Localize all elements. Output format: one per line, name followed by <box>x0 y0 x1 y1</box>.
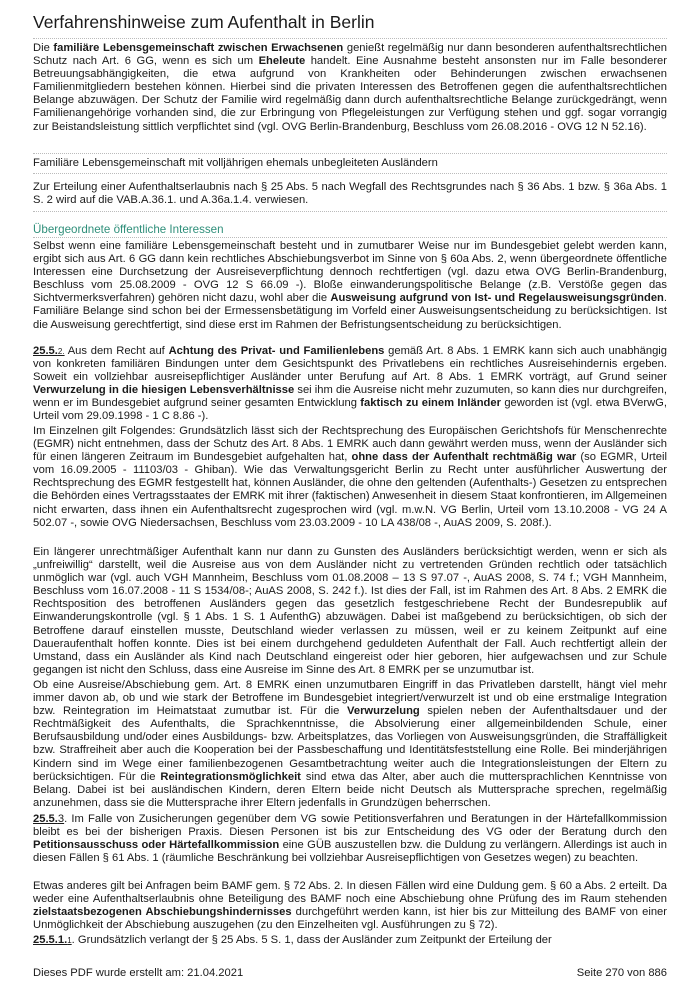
divider <box>33 38 667 39</box>
paragraph-unrechtmaessiger-aufenthalt: Ein längerer unrechtmäßiger Aufenthalt kann nur dann zu Gunsten des Ausländers berücksichtigt werden, wenn er sich als „unfreiwillig“ darstellt, weil die Ausreise aus von dem Ausländer nicht zu vertretenden Gründen rechtlich oder tatsächlich unmöglich war (vgl. auch VGH Mannheim, Beschluss vom 01.08.2008 – 13 S 97.07 -, AuAS 2008, S. 74 f.; VGH Mannheim, Beschluss vom 16.07.2008 - 11 S 1534/08-; AuAS 2008, S. 242 f.). Ist dies der Fall, ist im Rahmen des Art. 8 Abs. 2 EMRK die Rechtsposition des betroffenen Ausländers gegen das gesetzlich festgeschriebene Recht der Bundesrepublik auf Einwanderungskontrolle (vgl. § 1 Abs. 1 S. 1 AufenthG) abzuwägen. Dabei ist maßgebend zu berücksichtigen, ob sich der Betroffene darauf einstellen musste, Deutschland wieder verlassen zu müssen, weil er zu keinem Zeitpunkt auf eine Daueraufenthalt hoffen konnte. Dies ist bei einem durchgehend geduldeten Aufenthalt der Fall. Auch rechtfertigt allein der Umstand, dass ein Ausländer als Kind nach Deutschland eingereist oder hier geboren, hier aufgewachsen und zur Schule gegangen ist nicht den Schluss, dass eine Ausreise im Sinne des Art. 8 EMRK per se unzumutbar ist. <box>33 546 667 676</box>
section-marker: 1 <box>67 936 72 945</box>
paragraph-25-5-2: 25.5.2. Aus dem Recht auf Achtung des Privat- und Familienlebens gemäß Art. 8 Abs. 1 EMRK kann sich auch unabhängig von konkreten familiären Bindungen unter dem Gesichtspunkt des Privatlebens ein rechtliches Ausreisehindernis ergeben. Soweit ein vollziehbar ausreisepflichtiger Ausländer unter Berufung auf Art. 8 Abs. 1 EMRK vorträgt, auf Grund seiner Verwurzelung in die hiesigen Lebensverhältnisse sei ihm die Ausreise nicht mehr zuzumuten, so kann dies nur durchgreifen, wenn er im Bundesgebiet aufgrund seiner gesamten Entwicklung faktisch zu einem Inländer geworden ist (vgl. etwa BVerwG, Urteil vom 29.09.1998 - 1 C 8.86 -). <box>33 345 668 423</box>
section-number: 25.5. <box>33 813 58 825</box>
divider <box>33 211 667 212</box>
paragraph-25-5-1: 25.5.1.1. Grundsätzlich verlangt der § 25 Abs. 5 S. 1, dass der Ausländer zum Zeitpunkt der Erteilung der <box>33 934 552 946</box>
section-marker: 2. <box>57 347 65 356</box>
paragraph-einzelnen: Im Einzelnen gilt Folgendes: Grundsätzlich lässt sich der Rechtsprechung des Europäischen Gerichtshofs für Menschenrechte (EGMR) nicht entnehmen, dass der Schutz des Art. 8 Abs. 1 EMRK auch dann gewährt werden muss, wenn der Ausländer sich für einen längeren Zeitraum im Bundesgebiet aufgehalten hat, ohne dass der Aufenthalt rechtmäßig war (so EGMR, Urteil vom 16.09.2005 - 11103/03 - Ghiban). Wie das Verwaltungsgericht Berlin zu Recht unter ausführlicher Auswertung der Rechtsprechung des EGMR festgestellt hat, können Ausländer, die ohne den geltenden (Aufenthalts-) Gesetzen zu entsprechen die Behörden eines Vertragsstaates der EMRK mit ihrer (faktischen) Anwesenheit in diesem Staat konfrontieren, im Allgemeinen nicht erwarten, dass ihnen ein Aufenthaltsrecht zugesprochen wird (vgl. m.w.N. VG Berlin, Urteil vom 13.10.2008 - VG 24 A 502.07 -, sowie OVG Niedersachsen, Beschluss vom 23.03.2009 - 10 LA 438/08 -, AuAS 2009, S. 208f.). <box>33 425 667 529</box>
divider <box>33 237 667 238</box>
page-footer <box>33 967 667 979</box>
subheading-oeffentliche-interessen: Übergeordnete öffentliche Interessen <box>33 223 224 236</box>
divider <box>33 173 667 174</box>
paragraph-familiaere-lebensgemeinschaft: Die familiäre Lebensgemeinschaft zwischen Erwachsenen genießt regelmäßig nur dann besonderen aufenthaltsrechtlichen Schutz nach Art. 6 GG, wenn es sich um Eheleute handelt. Eine Ausnahme besteht ansonsten nur im Falle besonderer Betreuungsabhängigkeiten, die etwa aufgrund von Krankheiten oder Behinderungen zwischen erwachsenen Familienmitgliedern bestehen können. Hierbei sind die privaten Interessen des Betroffenen gegen die aufenthaltsrechtlichen Belange abzuwägen. Der Schutz der Familie wird regelmäßig dann durch aufenthaltsrechtliche Belange zurückgedrängt, wenn Familienangehörige vorhanden sind, die zur Erbringung von Pflegeleistungen zur Verfügung stehen und ggf. sogar vorrangig zur Beistandsleistung sittlich verpflichtet sind (vgl. OVG Berlin-Brandenburg, Beschluss vom 26.08.2016 - OVG 12 N 52.16). <box>33 42 667 133</box>
paragraph-verweis: Zur Erteilung einer Aufenthaltserlaubnis nach § 25 Abs. 5 nach Wegfall des Rechtsgrundes nach § 36 Abs. 1 bzw. § 36a Abs. 1 S. 2 wird auf die VAB.A.36.1. und A.36a.1.4. verwiesen. <box>33 181 667 207</box>
footer-page-number: Seite 270 von 886 <box>576 967 667 979</box>
divider <box>33 153 667 154</box>
section-number-suffix: 3 <box>57 813 65 825</box>
section-heading-volljaehrige: Familiäre Lebensgemeinschaft mit volljährigen ehemals unbegleiteten Ausländern <box>33 157 438 169</box>
paragraph-oeffentliche-interessen: Selbst wenn eine familiäre Lebensgemeinschaft besteht und in zumutbarer Weise nur im Bundesgebiet gelebt werden kann, ergibt sich aus Art. 6 GG dann kein rechtliches Abschiebungsverbot im Sinne von § 60a Abs. 2, wenn übergeordnete öffentliche Interessen eine Durchsetzung der Ausreiseverpflichtung dennoch rechtfertigen (vgl. dazu etwa OVG Berlin-Brandenburg, Beschluss vom 25.08.2009 - OVG 12 S 66.09 -). Bloße einwanderungspolitische Belange (z.B. Verstöße gegen das Sichtvermerksverfahren) gehören nicht dazu, wohl aber die Ausweisung aufgrund von Ist- und Regelausweisungsgründen. Familiäre Belange sind schon bei der Ermessensbetätigung im Vorfeld einer Ausweisungsentscheidung zu berücksichtigen. Ist die Ausweisung gerechtfertigt, sind diese erst im Rahmen der Befristungsentscheidung zu berücksichtigen. <box>33 240 667 331</box>
paragraph-bamf-anfragen: Etwas anderes gilt bei Anfragen beim BAMF gem. § 72 Abs. 2. In diesen Fällen wird eine Duldung gem. § 60 a Abs. 2 erteilt. Da weder eine Aufenthaltserlaubnis ohne Beteiligung des BAMF noch eine Abschiebung ohne Prüfung des im Raum stehenden zielstaatsbezogenen Abschiebungshindernisses durchgeführt werden kann, ist hier bis zur Mitteilung des BAMF von einer Unmöglichkeit der Abschiebung auszugehen (zu den Einzelheiten vgl. Ausführungen zu § 72). <box>33 880 667 932</box>
paragraph-verwurzelung: Ob eine Ausreise/Abschiebung gem. Art. 8 EMRK einen unzumutbaren Eingriff in das Privatleben darstellt, hängt viel mehr immer davon ab, ob und wie stark der Betroffene im Bundesgebiet integriert/verwurzelt ist und ob eine erstmalige Integration bzw. Reintegration im Heimatstaat zumutbar ist. Für die Verwurzelung spielen neben der Aufenthaltsdauer und der Rechtmäßigkeit des Aufenthalts, die Sprachkenntnisse, die Absolvierung einer allgemeinbildenden Schule, einer Berufsausbildung und/oder eines Ausbildungs- bzw. Arbeitsplatzes, das Vorliegen von Ausweisungsgründen, die Straffälligkeit bzw. Straffreiheit aber auch die Kooperation bei der Passbeschaffung und Identitätsfeststellung eine Rolle. Bei minderjährigen Kindern sind im Wege einer familienbezogenen Gesamtbetrachtung weiter auch die Integrationsleistungen der Eltern zu berücksichtigen. Für die Reintegrationsmöglichkeit sind etwa das Alter, aber auch die muttersprachlichen Kenntnisse von Belang. Dabei ist bei ausländischen Kindern, deren Eltern beide nicht Deutsch als Muttersprache sprechen, regelmäßig anzunehmen, dass sie die Muttersprache ihrer Eltern jedenfalls in Grundzügen beherrschen. <box>33 679 667 809</box>
section-number: 25.5. <box>33 345 58 357</box>
page-title: Verfahrenshinweise zum Aufenthalt in Berlin <box>33 12 375 32</box>
footer-created-date: Dieses PDF wurde erstellt am: 21.04.2021 <box>33 967 244 979</box>
paragraph-25-5-3: 25.5.3. Im Falle von Zusicherungen gegenüber dem VG sowie Petitionsverfahren und Beratungen in der Härtefallkommission bleibt es bei der bisherigen Praxis. Diesen Personen ist bis zur Entscheidung des VG oder der Beratung durch den Petitionsausschuss oder Härtefallkommission eine GÜB auszustellen bzw. die Duldung zu verlängern. Allerdings ist auch in diesen Fällen § 61 Abs. 1 (räumliche Beschränkung bei vollziehbar Ausreisepflichtigen von Gesetzes wegen) zu beachten. <box>33 813 667 865</box>
section-number: 25.5.1. <box>33 934 68 946</box>
